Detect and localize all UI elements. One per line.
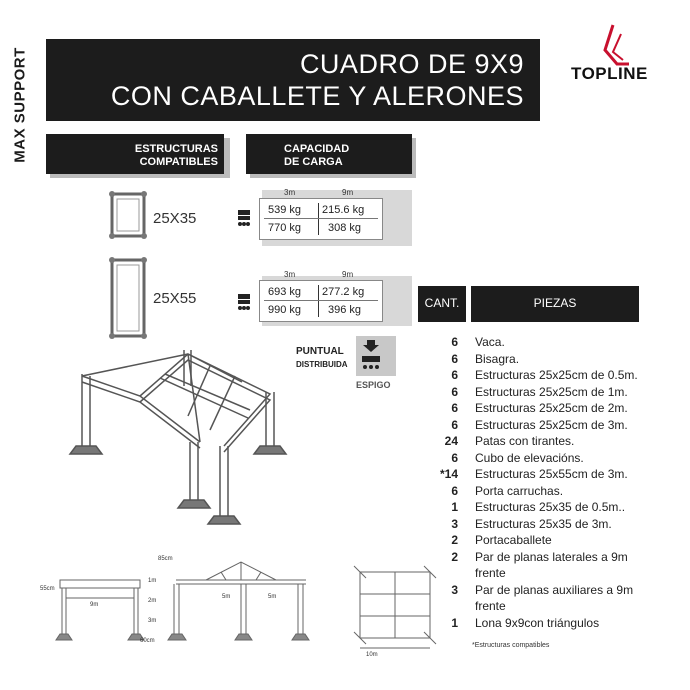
parts-desc: Estructuras 25x25cm de 3m. — [475, 417, 628, 432]
capacity-value: 990 kg — [268, 304, 302, 316]
dimension-label: 9m — [90, 602, 99, 608]
legend-distributed: DISTRIBUIDA — [296, 360, 348, 369]
dimension-label: 5m — [268, 594, 277, 600]
parts-row — [420, 500, 680, 516]
parts-desc: Par de planas laterales a 9m — [475, 549, 628, 564]
parts-desc: Bisagra. — [475, 351, 520, 366]
capacity-value: 539 kg — [268, 204, 302, 216]
legend-punctual: PUNTUAL — [296, 346, 344, 357]
parts-row — [420, 616, 680, 632]
brand-logo — [565, 20, 675, 90]
dimension-label: 5m — [222, 594, 231, 600]
truss-25x55-icon — [108, 256, 148, 340]
parts-desc: Cubo de elevacións. — [475, 450, 584, 465]
title-line-1: CUADRO DE 9X9 — [299, 49, 524, 79]
span-label: 3m — [284, 270, 296, 279]
parts-desc-continuation: frente — [475, 566, 506, 580]
parts-row — [420, 583, 680, 599]
capacity-value: 396 kg — [328, 304, 362, 316]
parts-desc: Estructuras 25x55cm de 3m. — [475, 467, 628, 481]
plan-view-drawing — [350, 564, 440, 660]
parts-row — [420, 550, 680, 566]
structures-header — [46, 134, 224, 174]
capacity-header — [246, 134, 412, 174]
parts-qty: 3 — [451, 582, 458, 597]
structure-name-1: 25X35 — [153, 210, 197, 227]
dimension-label: 60cm — [140, 638, 155, 644]
span-label: 9m — [342, 188, 354, 197]
title-banner — [46, 39, 540, 121]
parts-desc: Lona 9x9con triángulos — [475, 615, 600, 630]
parts-header-parts-label: PIEZAS — [533, 296, 577, 310]
parts-row-continuation — [420, 599, 680, 615]
parts-row — [420, 484, 680, 500]
parts-row — [420, 517, 680, 533]
structures-header-line-2: COMPATIBLES — [139, 156, 218, 168]
load-type-icon — [236, 208, 252, 228]
parts-qty: 2 — [451, 533, 458, 547]
capacity-value: 277.2 kg — [322, 286, 365, 298]
parts-row — [420, 533, 680, 549]
dimension-label: 1m — [148, 578, 157, 584]
parts-qty: 2 — [451, 549, 458, 564]
parts-qty: 6 — [451, 483, 458, 498]
side-elevation-drawing — [146, 556, 336, 648]
dimension-label: 2m — [148, 598, 157, 604]
side-label-text: MAX SUPPORT — [11, 47, 29, 163]
dimension-label: 3m — [148, 618, 157, 624]
parts-row — [420, 401, 680, 417]
parts-row — [420, 418, 680, 434]
structure-name-2: 25X55 — [153, 290, 197, 307]
parts-qty: 6 — [451, 417, 458, 432]
stage-isometric-drawing — [60, 346, 310, 536]
dimension-label: 85cm — [158, 556, 173, 562]
capacity-value: 770 kg — [268, 222, 302, 234]
parts-qty: 6 — [451, 384, 458, 399]
parts-desc: Patas con tirantes. — [475, 434, 575, 448]
parts-row-continuation — [420, 566, 680, 582]
parts-row — [420, 352, 680, 368]
parts-qty: 6 — [451, 401, 458, 415]
parts-header-qty-label: CANT. — [424, 296, 460, 310]
parts-qty: 1 — [451, 615, 458, 630]
capacity-value: 215.6 kg — [322, 204, 365, 216]
parts-desc: Vaca. — [475, 335, 505, 349]
parts-desc: Estructuras 25x25cm de 2m. — [475, 401, 628, 415]
footnote: *Estructuras compatibles — [472, 642, 550, 649]
parts-qty: 6 — [451, 450, 458, 465]
structures-header-line-1: ESTRUCTURAS — [134, 143, 218, 155]
parts-desc: Estructuras 25x35 de 0.5m.. — [475, 500, 626, 514]
parts-row — [420, 451, 680, 467]
parts-row — [420, 385, 680, 401]
parts-desc-continuation: frente — [475, 599, 506, 613]
parts-desc: Portacaballete — [475, 533, 552, 547]
truss-25x35-icon — [108, 190, 148, 240]
parts-qty: 6 — [451, 335, 458, 349]
span-label: 3m — [284, 188, 296, 197]
parts-qty: 24 — [444, 434, 458, 448]
parts-desc: Par de planas auxiliares a 9m — [475, 582, 634, 597]
parts-row — [420, 434, 680, 450]
capacity-header-line-2: DE CARGA — [284, 156, 343, 168]
capacity-header-line-1: CAPACIDAD — [284, 143, 350, 155]
span-label: 9m — [342, 270, 354, 279]
brand-name: TOPLINE — [571, 64, 648, 83]
load-type-icon — [236, 292, 252, 312]
parts-desc: Estructuras 25x35 de 3m. — [475, 516, 612, 531]
dimension-label: 10m — [366, 652, 378, 658]
parts-row — [420, 335, 680, 351]
parts-desc: Estructuras 25x25cm de 0.5m. — [475, 368, 638, 382]
parts-qty: 6 — [451, 351, 458, 366]
parts-desc: Estructuras 25x25cm de 1m. — [475, 384, 628, 399]
parts-qty: 3 — [451, 516, 458, 531]
dimension-label: 55cm — [40, 586, 55, 592]
parts-row — [420, 368, 680, 384]
title-line-2: CON CABALLETE Y ALERONES — [110, 81, 524, 111]
parts-row — [420, 467, 680, 483]
parts-qty: 6 — [451, 368, 458, 382]
parts-desc: Porta carruchas. — [475, 483, 564, 498]
parts-header-parts — [471, 286, 639, 322]
side-label — [2, 30, 38, 180]
parts-header-qty — [418, 286, 466, 322]
legend-spigot: ESPIGO — [356, 380, 391, 390]
capacity-value: 308 kg — [328, 222, 362, 234]
parts-qty: *14 — [439, 467, 458, 481]
parts-qty: 1 — [451, 500, 458, 514]
load-legend-icon — [358, 338, 384, 374]
capacity-value: 693 kg — [268, 286, 302, 298]
